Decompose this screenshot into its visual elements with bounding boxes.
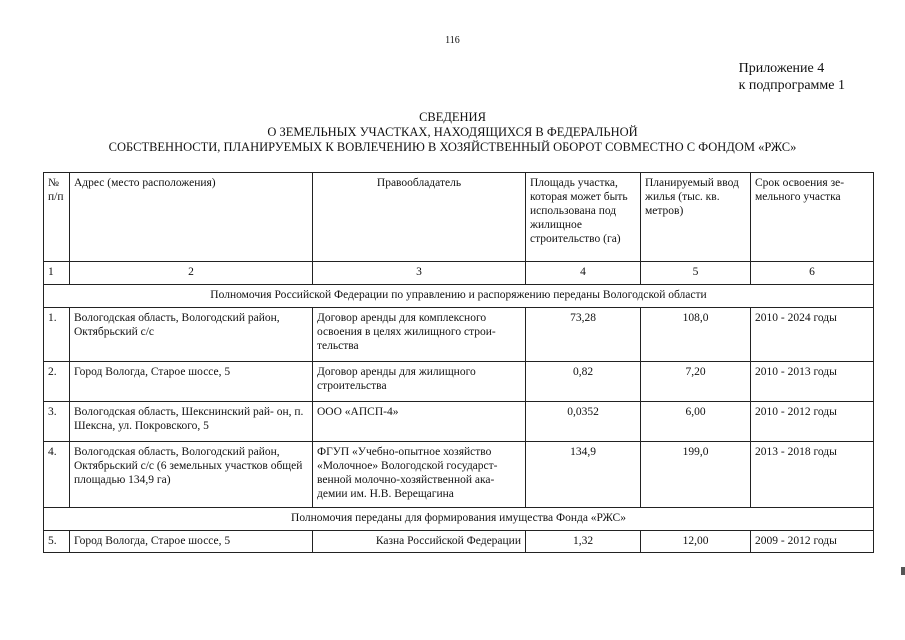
section-title-2: Полномочия переданы для формирования имущества Фонда «РЖС» bbox=[44, 508, 874, 531]
row-owner: Договор аренды для жилищного строительства bbox=[313, 362, 526, 402]
header-area: Площадь участка, которая может быть использована под жилищное строительство (га) bbox=[526, 173, 641, 262]
title-line-1: СВЕДЕНИЯ bbox=[419, 110, 486, 124]
row-term: 2010 - 2024 годы bbox=[751, 308, 874, 362]
table-header-row bbox=[44, 173, 874, 262]
row-housing: 12,00 bbox=[641, 531, 751, 553]
column-number: 2 bbox=[70, 262, 313, 285]
row-address: Вологодская область, Шекснинский рай- он, п. Шексна, ул. Покровского, 5 bbox=[70, 402, 313, 442]
appendix-label bbox=[739, 60, 845, 94]
page-number: 116 bbox=[445, 35, 460, 46]
row-area: 0,82 bbox=[526, 362, 641, 402]
title-line-2: О ЗЕМЕЛЬНЫХ УЧАСТКАХ, НАХОДЯЩИХСЯ В ФЕДЕРАЛЬНОЙ bbox=[267, 125, 638, 139]
row-num: 2. bbox=[44, 362, 70, 402]
appendix-line-2: к подпрограмме 1 bbox=[738, 78, 845, 93]
row-address: Город Вологда, Старое шоссе, 5 bbox=[70, 531, 313, 553]
column-number: 1 bbox=[44, 262, 70, 285]
row-owner: ООО «АПСП-4» bbox=[313, 402, 526, 442]
table-row bbox=[44, 442, 874, 508]
header-term: Срок освоения зе- мельного участка bbox=[751, 173, 874, 262]
header-housing: Планируемый ввод жилья (тыс. кв. метров) bbox=[641, 173, 751, 262]
row-address: Город Вологда, Старое шоссе, 5 bbox=[70, 362, 313, 402]
table-row bbox=[44, 308, 874, 362]
column-number: 5 bbox=[641, 262, 751, 285]
column-number-row bbox=[44, 262, 874, 285]
row-area: 134,9 bbox=[526, 442, 641, 508]
row-term: 2010 - 2013 годы bbox=[751, 362, 874, 402]
section-title-1: Полномочия Российской Федерации по управлению и распоряжению переданы Вологодской области bbox=[44, 285, 874, 308]
row-owner: Договор аренды для комплексного освоения в целях жилищного строи- тельства bbox=[313, 308, 526, 362]
document-title bbox=[0, 110, 905, 155]
scan-edge-mark bbox=[901, 567, 905, 575]
row-housing: 199,0 bbox=[641, 442, 751, 508]
table-row bbox=[44, 402, 874, 442]
row-area: 73,28 bbox=[526, 308, 641, 362]
row-owner: ФГУП «Учебно-опытное хозяйство «Молочное» Вологодской государст- венной молочно-хозяйственной ака- демии им. Н.В. Верещагина bbox=[313, 442, 526, 508]
row-num: 4. bbox=[44, 442, 70, 508]
header-address: Адрес (место расположения) bbox=[70, 173, 313, 262]
column-number: 6 bbox=[751, 262, 874, 285]
row-term: 2009 - 2012 годы bbox=[751, 531, 874, 553]
row-area: 1,32 bbox=[526, 531, 641, 553]
land-plots-table bbox=[43, 172, 874, 553]
column-number: 3 bbox=[313, 262, 526, 285]
row-housing: 7,20 bbox=[641, 362, 751, 402]
row-num: 3. bbox=[44, 402, 70, 442]
row-area: 0,0352 bbox=[526, 402, 641, 442]
appendix-line-1: Приложение 4 bbox=[738, 61, 825, 76]
column-number: 4 bbox=[526, 262, 641, 285]
header-owner: Правообладатель bbox=[313, 173, 526, 262]
row-address: Вологодская область, Вологодский район, Октябрьский с/с bbox=[70, 308, 313, 362]
table-row bbox=[44, 362, 874, 402]
row-num: 1. bbox=[44, 308, 70, 362]
row-housing: 6,00 bbox=[641, 402, 751, 442]
header-num: № п/п bbox=[44, 173, 70, 262]
row-num: 5. bbox=[44, 531, 70, 553]
row-housing: 108,0 bbox=[641, 308, 751, 362]
row-address: Вологодская область, Вологодский район, Октябрьский с/с (6 земельных участков общей площадью 134,9 га) bbox=[70, 442, 313, 508]
title-line-3: СОБСТВЕННОСТИ, ПЛАНИРУЕМЫХ К ВОВЛЕЧЕНИЮ В ХОЗЯЙСТВЕННЫЙ ОБОРОТ СОВМЕСТНО С ФОНДОМ «РЖС» bbox=[108, 140, 797, 154]
section-row bbox=[44, 508, 874, 531]
table-row bbox=[44, 531, 874, 553]
section-row bbox=[44, 285, 874, 308]
row-term: 2013 - 2018 годы bbox=[751, 442, 874, 508]
row-term: 2010 - 2012 годы bbox=[751, 402, 874, 442]
row-owner: Казна Российской Федерации bbox=[313, 531, 526, 553]
